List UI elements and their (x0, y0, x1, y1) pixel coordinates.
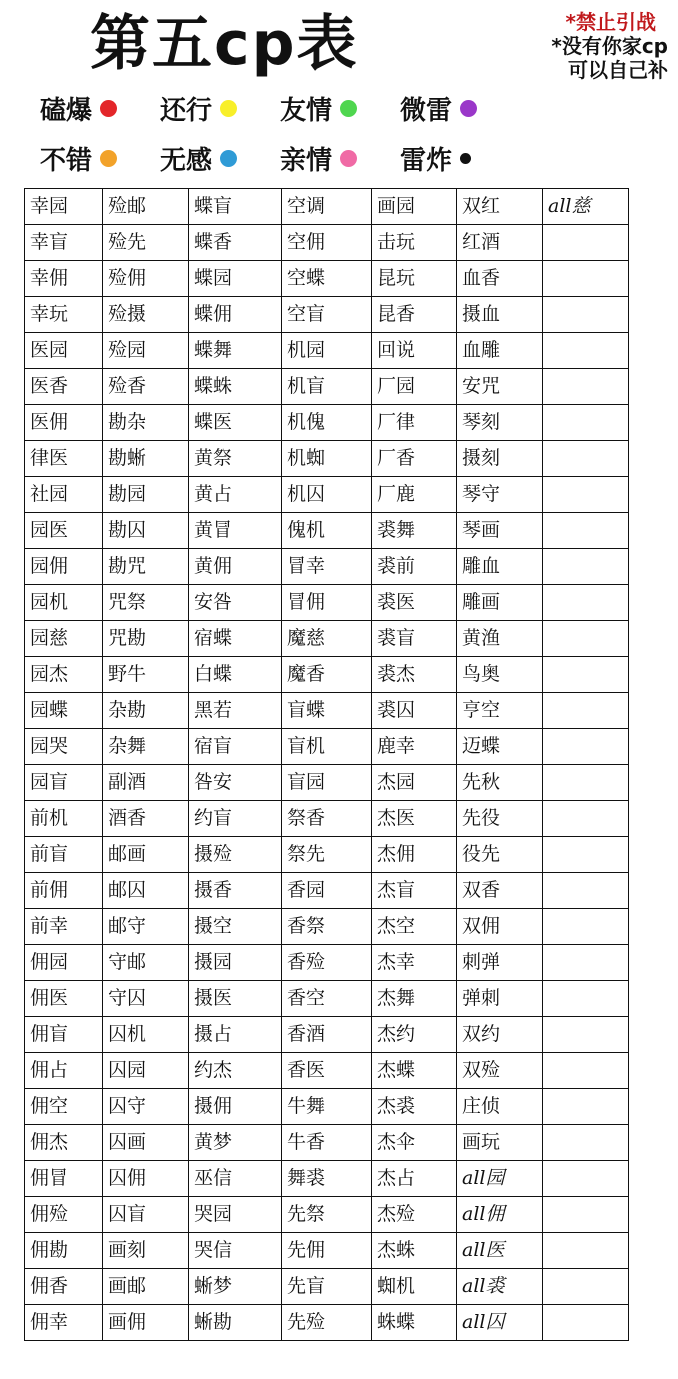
table-cell: 黄佣 (189, 549, 282, 585)
table-cell (543, 549, 629, 585)
table-cell: 厂园 (372, 369, 457, 405)
table-cell: 摄香 (189, 873, 282, 909)
table-cell: 杰约 (372, 1017, 457, 1053)
table-cell: 宿蝶 (189, 621, 282, 657)
warning-note: *禁止引战 (565, 10, 656, 34)
table-cell: 昆香 (372, 297, 457, 333)
table-cell (543, 405, 629, 441)
table-cell: 前佣 (25, 873, 103, 909)
table-cell: 琴画 (457, 513, 543, 549)
color-dot-icon (220, 100, 237, 117)
table-cell: all园 (457, 1161, 543, 1197)
table-cell: 殓园 (103, 333, 189, 369)
table-cell: 幸玩 (25, 297, 103, 333)
legend-item (400, 142, 520, 174)
table-cell: 回说 (372, 333, 457, 369)
table-cell: 牛香 (282, 1125, 372, 1161)
table-cell: 刺弹 (457, 945, 543, 981)
table-cell: 机傀 (282, 405, 372, 441)
table-cell: 园机 (25, 585, 103, 621)
table-cell: 庄侦 (457, 1089, 543, 1125)
table-cell: 迈蝶 (457, 729, 543, 765)
table-cell: 傀机 (282, 513, 372, 549)
table-cell: 园佣 (25, 549, 103, 585)
table-cell: 摄殓 (189, 837, 282, 873)
table-cell: 守邮 (103, 945, 189, 981)
table-cell: 弹刺 (457, 981, 543, 1017)
table-cell: 勘囚 (103, 513, 189, 549)
table-cell: 祭香 (282, 801, 372, 837)
table-row (25, 225, 629, 261)
table-row (25, 981, 629, 1017)
table-cell: 酒香 (103, 801, 189, 837)
table-cell: 蝶园 (189, 261, 282, 297)
legend-label: 亲情 (280, 145, 333, 176)
table-cell: 前盲 (25, 837, 103, 873)
table-cell: 先祭 (282, 1197, 372, 1233)
table-cell: 盲蝶 (282, 693, 372, 729)
table-cell: all佣 (457, 1197, 543, 1233)
table-cell: 勘蜥 (103, 441, 189, 477)
table-cell: 双约 (457, 1017, 543, 1053)
table-cell: 雕画 (457, 585, 543, 621)
table-cell: 医园 (25, 333, 103, 369)
table-cell: 安咎 (189, 585, 282, 621)
table-cell: 黄祭 (189, 441, 282, 477)
table-cell: 摄园 (189, 945, 282, 981)
table-cell: 厂鹿 (372, 477, 457, 513)
table-cell: 殓先 (103, 225, 189, 261)
table-row (25, 1197, 629, 1233)
table-cell: 先殓 (282, 1305, 372, 1341)
table-cell: all医 (457, 1233, 543, 1269)
table-cell: 殓摄 (103, 297, 189, 333)
legend-label: 无感 (160, 145, 213, 176)
table-cell: 空盲 (282, 297, 372, 333)
table-cell: 摄占 (189, 1017, 282, 1053)
table-cell: 黄梦 (189, 1125, 282, 1161)
table-row (25, 441, 629, 477)
table-cell (543, 333, 629, 369)
table-row (25, 909, 629, 945)
table-cell: 牛舞 (282, 1089, 372, 1125)
table-cell: 巫信 (189, 1161, 282, 1197)
table-cell: 勘园 (103, 477, 189, 513)
table-row (25, 837, 629, 873)
table-cell: 野牛 (103, 657, 189, 693)
color-dot-icon (100, 150, 117, 167)
note-line-1: *没有你家cp (551, 34, 668, 58)
table-cell: 白蝶 (189, 657, 282, 693)
table-cell (543, 729, 629, 765)
table-cell: 幸佣 (25, 261, 103, 297)
table-cell: 香祭 (282, 909, 372, 945)
table-cell: 摄空 (189, 909, 282, 945)
table-cell (543, 585, 629, 621)
legend-label: 不错 (40, 145, 93, 176)
table-cell: 杰殓 (372, 1197, 457, 1233)
table-cell: 蝶蛛 (189, 369, 282, 405)
table-row (25, 333, 629, 369)
table-row (25, 1017, 629, 1053)
table-cell: 勘杂 (103, 405, 189, 441)
table-cell: 杰伞 (372, 1125, 457, 1161)
cp-table (24, 188, 629, 1341)
table-cell (543, 297, 629, 333)
table-cell: 杂勘 (103, 693, 189, 729)
legend-item (280, 142, 400, 174)
table-cell: 香医 (282, 1053, 372, 1089)
table-cell: 邮守 (103, 909, 189, 945)
table-cell (543, 1053, 629, 1089)
table-row (25, 801, 629, 837)
table-cell: all慈 (543, 189, 629, 225)
table-cell: 哭信 (189, 1233, 282, 1269)
table-cell: 黄占 (189, 477, 282, 513)
table-cell: 昆玩 (372, 261, 457, 297)
table-cell: 摄血 (457, 297, 543, 333)
color-dot-icon (220, 150, 237, 167)
table-cell: 囚盲 (103, 1197, 189, 1233)
table-cell: 囚守 (103, 1089, 189, 1125)
table-cell: 先役 (457, 801, 543, 837)
table-row (25, 657, 629, 693)
table-row (25, 1305, 629, 1341)
table-cell: 囚园 (103, 1053, 189, 1089)
table-cell: 亨空 (457, 693, 543, 729)
table-cell: 杰空 (372, 909, 457, 945)
table-cell (543, 225, 629, 261)
table-cell: 鸟奥 (457, 657, 543, 693)
table-cell (543, 1197, 629, 1233)
table-cell: all裘 (457, 1269, 543, 1305)
table-cell: 蝶香 (189, 225, 282, 261)
table-cell: 蝶舞 (189, 333, 282, 369)
cp-table-container (24, 188, 629, 1341)
table-row (25, 945, 629, 981)
table-cell: 蝶医 (189, 405, 282, 441)
table-cell: 双殓 (457, 1053, 543, 1089)
table-row (25, 873, 629, 909)
table-cell: 双红 (457, 189, 543, 225)
table-cell (543, 1305, 629, 1341)
table-cell (543, 837, 629, 873)
legend-label: 微雷 (400, 95, 453, 126)
table-cell: 律医 (25, 441, 103, 477)
table-cell: 裘医 (372, 585, 457, 621)
table-cell: 魔香 (282, 657, 372, 693)
table-cell: 幸盲 (25, 225, 103, 261)
table-row (25, 1233, 629, 1269)
table-cell (543, 1089, 629, 1125)
table-cell: 佣盲 (25, 1017, 103, 1053)
table-row (25, 1053, 629, 1089)
table-cell: 血雕 (457, 333, 543, 369)
table-cell (543, 765, 629, 801)
table-cell: 杰蝶 (372, 1053, 457, 1089)
table-cell: 园慈 (25, 621, 103, 657)
table-row (25, 621, 629, 657)
table-cell (543, 477, 629, 513)
table-cell (543, 693, 629, 729)
table-cell (543, 1161, 629, 1197)
table-cell (543, 873, 629, 909)
table-cell (543, 441, 629, 477)
table-cell: 盲机 (282, 729, 372, 765)
table-cell: 黄冒 (189, 513, 282, 549)
table-cell: all囚 (457, 1305, 543, 1341)
table-cell: 园蝶 (25, 693, 103, 729)
table-cell: 裘前 (372, 549, 457, 585)
legend-label: 磕爆 (40, 95, 93, 126)
table-cell: 佣园 (25, 945, 103, 981)
table-cell: 机园 (282, 333, 372, 369)
table-cell: 画玩 (457, 1125, 543, 1161)
table-cell (543, 621, 629, 657)
table-cell: 冒幸 (282, 549, 372, 585)
legend-item (160, 92, 280, 124)
legend-item (40, 142, 160, 174)
table-cell: 邮画 (103, 837, 189, 873)
table-cell: 佣幸 (25, 1305, 103, 1341)
table-cell: 裘杰 (372, 657, 457, 693)
table-cell (543, 945, 629, 981)
table-cell: 杰蛛 (372, 1233, 457, 1269)
table-cell: 蜥梦 (189, 1269, 282, 1305)
color-dot-icon (460, 153, 471, 164)
table-cell: 前幸 (25, 909, 103, 945)
color-dot-icon (340, 100, 357, 117)
table-cell (543, 261, 629, 297)
legend-item (160, 142, 280, 174)
table-cell: 杰园 (372, 765, 457, 801)
table-cell: 咒勘 (103, 621, 189, 657)
table-cell: 囚机 (103, 1017, 189, 1053)
table-cell: 役先 (457, 837, 543, 873)
table-cell: 佣占 (25, 1053, 103, 1089)
table-row (25, 1269, 629, 1305)
table-cell: 副酒 (103, 765, 189, 801)
table-cell: 哭园 (189, 1197, 282, 1233)
table-cell: 杰盲 (372, 873, 457, 909)
table-row (25, 585, 629, 621)
table-cell: 约盲 (189, 801, 282, 837)
table-cell: 先盲 (282, 1269, 372, 1305)
table-cell: 机盲 (282, 369, 372, 405)
table-row (25, 369, 629, 405)
table-cell: 杰幸 (372, 945, 457, 981)
table-cell: 舞裘 (282, 1161, 372, 1197)
table-cell: 裘囚 (372, 693, 457, 729)
table-cell: 前机 (25, 801, 103, 837)
table-cell: 社园 (25, 477, 103, 513)
table-cell: 香酒 (282, 1017, 372, 1053)
table-cell: 香殓 (282, 945, 372, 981)
table-cell: 蝶佣 (189, 297, 282, 333)
table-cell: 杰医 (372, 801, 457, 837)
legend-item (40, 92, 160, 124)
table-row (25, 549, 629, 585)
table-cell: 裘舞 (372, 513, 457, 549)
table-cell: 先秋 (457, 765, 543, 801)
table-cell: 杰舞 (372, 981, 457, 1017)
table-cell: 鹿幸 (372, 729, 457, 765)
table-row (25, 261, 629, 297)
table-cell: 黄渔 (457, 621, 543, 657)
table-cell: 约杰 (189, 1053, 282, 1089)
table-cell (543, 1233, 629, 1269)
table-cell: 空佣 (282, 225, 372, 261)
table-cell: 医佣 (25, 405, 103, 441)
table-cell: 园哭 (25, 729, 103, 765)
table-cell: 厂香 (372, 441, 457, 477)
table-cell: 祭先 (282, 837, 372, 873)
table-cell: 佣杰 (25, 1125, 103, 1161)
table-cell (543, 909, 629, 945)
legend-label: 友情 (280, 95, 333, 126)
table-cell: 蜘机 (372, 1269, 457, 1305)
table-row (25, 405, 629, 441)
table-cell: 杰裘 (372, 1089, 457, 1125)
table-cell (543, 1125, 629, 1161)
table-cell (543, 801, 629, 837)
table-cell (543, 981, 629, 1017)
table-cell (543, 1017, 629, 1053)
table-row (25, 1161, 629, 1197)
table-cell: 蛛蝶 (372, 1305, 457, 1341)
table-cell: 画佣 (103, 1305, 189, 1341)
table-cell: 裘盲 (372, 621, 457, 657)
legend-label: 还行 (160, 95, 213, 126)
table-row (25, 189, 629, 225)
table-cell: 医香 (25, 369, 103, 405)
table-cell: 魔慈 (282, 621, 372, 657)
table-cell: 囚佣 (103, 1161, 189, 1197)
table-cell: 机囚 (282, 477, 372, 513)
table-cell: 杰佣 (372, 837, 457, 873)
legend-item (280, 92, 400, 124)
table-cell: 冒佣 (282, 585, 372, 621)
table-cell: 佣勘 (25, 1233, 103, 1269)
table-cell: 画刻 (103, 1233, 189, 1269)
table-cell: 双佣 (457, 909, 543, 945)
table-cell (543, 1269, 629, 1305)
table-cell: 击玩 (372, 225, 457, 261)
table-cell: 宿盲 (189, 729, 282, 765)
table-cell: 先佣 (282, 1233, 372, 1269)
table-cell: 咒祭 (103, 585, 189, 621)
table-cell: 空蝶 (282, 261, 372, 297)
table-row (25, 693, 629, 729)
table-cell: 摄刻 (457, 441, 543, 477)
table-cell: 血香 (457, 261, 543, 297)
table-cell: 佣殓 (25, 1197, 103, 1233)
table-row (25, 1089, 629, 1125)
table-cell: 黑若 (189, 693, 282, 729)
table-cell: 摄医 (189, 981, 282, 1017)
note-line-2: 可以自己补 (568, 58, 668, 82)
table-cell: 殓佣 (103, 261, 189, 297)
table-cell: 囚画 (103, 1125, 189, 1161)
legend (40, 92, 520, 174)
color-dot-icon (100, 100, 117, 117)
table-cell: 咎安 (189, 765, 282, 801)
table-cell: 空调 (282, 189, 372, 225)
table-cell: 琴守 (457, 477, 543, 513)
table-cell: 佣医 (25, 981, 103, 1017)
color-dot-icon (460, 100, 477, 117)
table-cell: 蝶盲 (189, 189, 282, 225)
page-title: 第五cp表 (90, 9, 359, 79)
table-row (25, 513, 629, 549)
table-cell: 幸园 (25, 189, 103, 225)
table-cell: 园杰 (25, 657, 103, 693)
table-cell: 蜥勘 (189, 1305, 282, 1341)
table-row (25, 729, 629, 765)
color-dot-icon (340, 150, 357, 167)
table-row (25, 297, 629, 333)
table-cell: 杰占 (372, 1161, 457, 1197)
table-cell: 雕血 (457, 549, 543, 585)
table-cell (543, 657, 629, 693)
table-cell (543, 369, 629, 405)
table-cell: 画邮 (103, 1269, 189, 1305)
table-cell: 勘咒 (103, 549, 189, 585)
table-cell: 机蜘 (282, 441, 372, 477)
table-cell: 摄佣 (189, 1089, 282, 1125)
table-cell: 安咒 (457, 369, 543, 405)
table-cell: 佣香 (25, 1269, 103, 1305)
table-cell: 园盲 (25, 765, 103, 801)
table-row (25, 765, 629, 801)
table-cell: 红酒 (457, 225, 543, 261)
table-cell: 厂律 (372, 405, 457, 441)
table-cell: 盲园 (282, 765, 372, 801)
table-cell: 香园 (282, 873, 372, 909)
legend-label: 雷炸 (400, 145, 453, 176)
table-cell: 殓邮 (103, 189, 189, 225)
legend-item (400, 92, 520, 124)
table-cell: 琴刻 (457, 405, 543, 441)
table-cell: 双香 (457, 873, 543, 909)
table-cell: 殓香 (103, 369, 189, 405)
table-cell: 邮囚 (103, 873, 189, 909)
table-cell: 园医 (25, 513, 103, 549)
table-row (25, 477, 629, 513)
table-cell: 佣空 (25, 1089, 103, 1125)
table-cell: 香空 (282, 981, 372, 1017)
table-cell (543, 513, 629, 549)
table-cell: 佣冒 (25, 1161, 103, 1197)
table-row (25, 1125, 629, 1161)
table-cell: 画园 (372, 189, 457, 225)
table-cell: 守囚 (103, 981, 189, 1017)
table-cell: 杂舞 (103, 729, 189, 765)
